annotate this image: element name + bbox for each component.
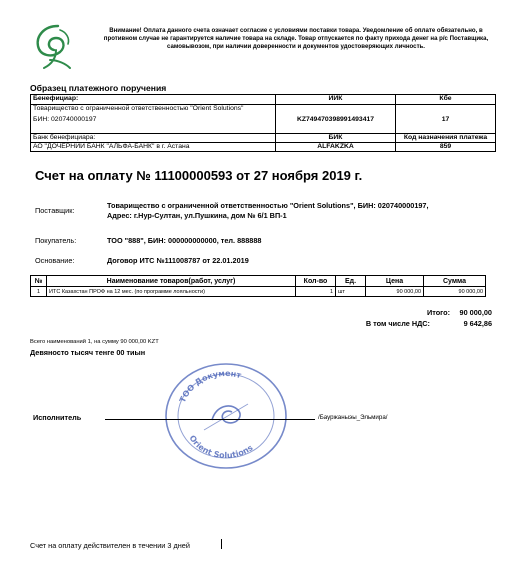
payment-notice: Внимание! Оплата данного счета означает согласие с условиями поставки товара. Уведомление об оплате обязательно, в противном случае не гарантируется наличие товара на складе. Товар отпускается по факту прихода денег на р/с Поставщика, самовывозом, при наличии доверенности и документов удостоверяющих личность. [103, 27, 489, 50]
col-header-unit: Ед. [336, 276, 366, 287]
table-row [31, 287, 486, 297]
buyer-value: ТОО "888", БИН: 000000000000, тел. 888888 [107, 236, 262, 245]
signature-line [105, 419, 315, 420]
supplier-label: Поставщик: [35, 206, 75, 215]
kbe-label: Кбе [396, 95, 496, 105]
kbe-value: 17 [396, 105, 496, 134]
invoice-title: Счет на оплату № 11100000593 от 27 ноября 2019 г. [35, 168, 363, 183]
svg-text:Orient Solutions [187, 434, 254, 460]
beneficiary-name: Товарищество с ограниченной ответственностью "Orient Solutions" [33, 105, 244, 112]
company-stamp [160, 360, 292, 472]
iik-label: ИИК [276, 95, 396, 105]
bank-name: АО "ДОЧЕРНИЙ БАНК "АЛЬФА-БАНК" в г. Астана [31, 143, 276, 152]
summary-line: Всего наименований 1, на сумму 90 000,00 KZT [30, 339, 159, 345]
row-price: 90 000,00 [366, 287, 424, 297]
col-header-name: Наименование товаров(работ, услуг) [47, 276, 296, 287]
basis-label: Основание: [35, 256, 75, 265]
total-label: Итого: [426, 308, 450, 317]
total-value: 90 000,00 [459, 308, 492, 317]
col-header-price: Цена [366, 276, 424, 287]
col-header-number: № [31, 276, 47, 287]
beneficiary-label: Бенефициар: [31, 95, 276, 105]
payment-order-table [30, 94, 496, 152]
stamp-text-top: ТОО Документ [177, 368, 243, 404]
validity-note: Счет на оплату действителен в течении 3 дней [30, 541, 190, 550]
beneficiary-cell [31, 105, 276, 134]
payment-order-title: Образец платежного поручения [30, 83, 167, 93]
svg-text:ТОО Документ [178, 369, 243, 404]
goods-table [30, 275, 486, 297]
knp-value: 859 [396, 143, 496, 152]
amount-in-words: Девяносто тысяч тенге 00 тиын [30, 348, 146, 357]
bank-label: Банк бенефициара: [31, 134, 276, 143]
supplier-line-1: Товарищество с ограниченной ответственностью "Orient Solutions", БИН: 020740000197, [107, 201, 429, 210]
col-header-sum: Сумма [424, 276, 486, 287]
vat-label: В том числе НДС: [365, 319, 430, 328]
col-header-qty: Кол-во [296, 276, 336, 287]
executor-label: Исполнитель [33, 413, 82, 422]
knp-label: Код назначения платежа [396, 134, 496, 143]
beneficiary-bin: БИН: 020740000197 [33, 116, 97, 123]
row-number: 1 [31, 287, 47, 297]
bik-label: БИК [276, 134, 396, 143]
executor-name: /Бауржаныэы_Эльмира/ [318, 414, 388, 421]
row-sum: 90 000,00 [424, 287, 486, 297]
company-logo [30, 20, 80, 72]
text-cursor [221, 539, 222, 549]
stamp-text-bottom: Orient Solutions [187, 433, 255, 461]
iik-value: KZ749470398991493417 [276, 105, 396, 134]
row-qty: 1 [296, 287, 336, 297]
supplier-line-2: Адрес: г.Нур-Султан, ул.Пушкина, дом № 6/1 ВП-1 [107, 211, 287, 220]
bik-value: ALFAKZKA [276, 143, 396, 152]
buyer-label: Покупатель: [35, 236, 77, 245]
vat-value: 9 642,86 [463, 319, 492, 328]
row-unit: шт [336, 287, 366, 297]
goods-header-row [31, 276, 486, 287]
basis-value: Договор ИТС №111008787 от 22.01.2019 [107, 256, 249, 265]
row-name: ИТС Казахстан ПРОФ на 12 мес. (по программе лояльности) [47, 287, 296, 297]
